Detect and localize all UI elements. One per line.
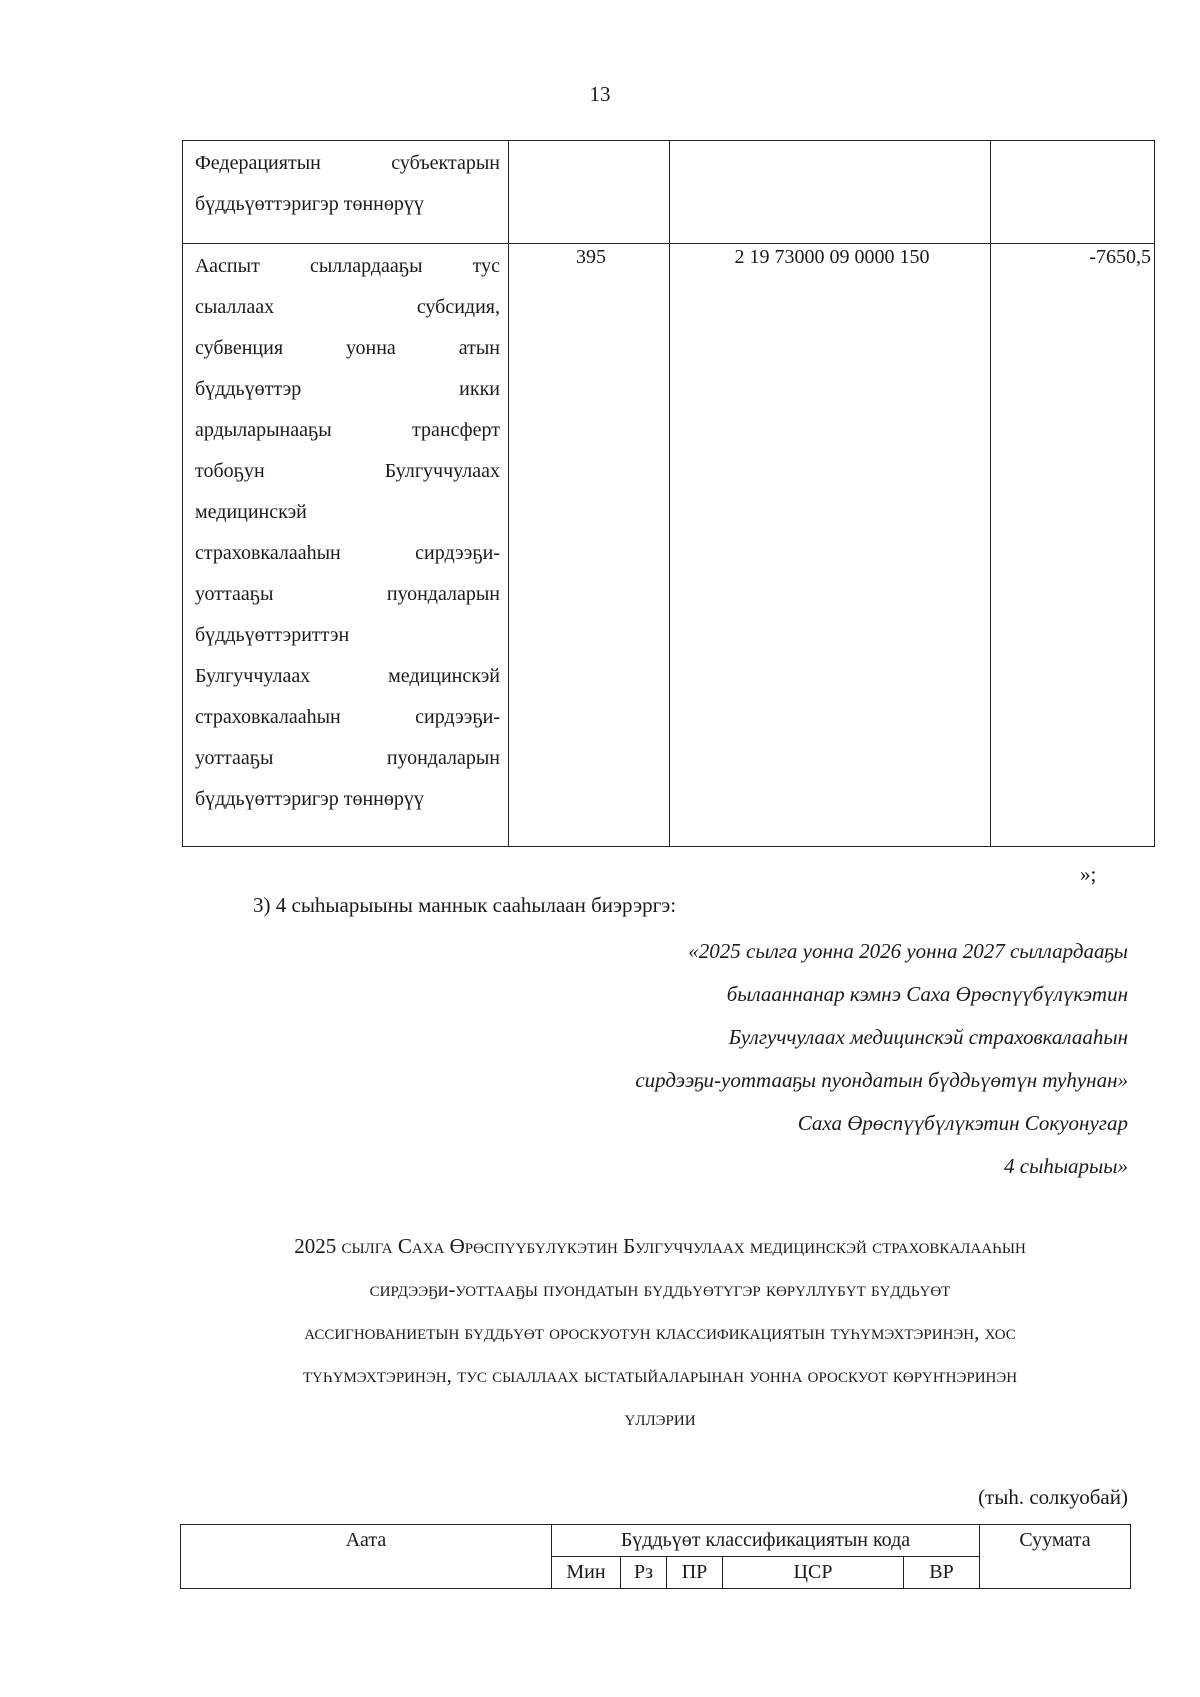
appendix-header-line: былааннанар кэмнэ Саха Өрөспүүбүлүкэтин — [726, 982, 1128, 1006]
subcolumn-header: Мин — [552, 1557, 621, 1589]
row-name-line: субвенция уонна атын — [195, 337, 500, 359]
row-name-line: Булгуччулаах медицинскэй — [195, 665, 500, 687]
appendix-header-line: Саха Өрөспүүбүлүкэтин Сокуонугар — [797, 1111, 1128, 1135]
heading-line: 2025 сылга Саха Өрөспүүбүлүкэтин Булгуччулаах медицинскэй страховкалааһын — [294, 1234, 1026, 1258]
budget-header-table — [180, 1524, 1131, 1589]
page-number: 13 — [589, 82, 611, 106]
row-name-cell — [183, 244, 509, 847]
table-row — [183, 244, 1155, 847]
column-header-classification: Бүддьүөт классификациятын кода — [552, 1525, 980, 1557]
appendix-header — [428, 930, 1128, 1188]
row-name-line: бүддьүөттэр икки — [195, 378, 500, 400]
document-heading — [180, 1225, 1140, 1440]
unit-label: (тыһ. солкуобай) — [978, 1485, 1128, 1509]
subcolumn-header: ПР — [667, 1557, 723, 1589]
appendix-header-line: 4 сыһыарыы» — [1004, 1154, 1128, 1178]
csr-cell — [670, 141, 991, 244]
heading-line: ассигнованиетын бүддьүөт ороскуотун классификациятын түһүмэхтэринэн, хос — [304, 1320, 1016, 1344]
code-cell — [509, 141, 670, 244]
subcolumn-header: ЦСР — [723, 1557, 904, 1589]
row-name-line: страховкалааһын сирдээҕи- — [195, 542, 500, 564]
appendix-header-line: «2025 сылга уонна 2026 уонна 2027 сыллардааҕы — [688, 939, 1128, 963]
row-name-line: страховкалааһын сирдээҕи- — [195, 706, 500, 728]
amount-cell: -7650,5 — [991, 244, 1155, 847]
row-name-line: сыаллаах субсидия, — [195, 296, 500, 318]
amendment-paragraph: 3) 4 сыһыарыыны маннык сааһылаан биэрэргэ: — [253, 893, 677, 917]
closing-quote: »; — [1080, 862, 1097, 886]
row-name-line: медицинскэй — [195, 501, 307, 523]
column-header-name: Аата — [181, 1525, 552, 1589]
row-name-line: бүддьүөттэригэр төннөрүү — [195, 193, 424, 215]
subcolumn-header: ВР — [904, 1557, 980, 1589]
row-name-line: бүддьүөттэриттэн — [195, 624, 350, 646]
table-row — [183, 141, 1155, 244]
row-name-cell — [183, 141, 509, 244]
subcolumn-header: Рз — [621, 1557, 667, 1589]
heading-line: түһүмэхтэринэн, тус сыаллаах ыстатыйаларынан уонна ороскуот көрүҥнэринэн — [302, 1363, 1018, 1387]
row-name-line: тобоҕун Булгуччулаах — [195, 460, 500, 482]
row-name-line: бүддьүөттэригэр төннөрүү — [195, 788, 424, 810]
amount-cell — [991, 141, 1155, 244]
row-name-line: уоттааҕы пуондаларын — [195, 747, 500, 769]
row-name-line: Федерациятын субъектарын — [195, 152, 500, 174]
row-name-line: уоттааҕы пуондаларын — [195, 583, 500, 605]
heading-line: үллэрии — [624, 1406, 696, 1430]
appendix-header-line: сирдээҕи-уоттааҕы пуондатын бүддьүөтүн туһунан» — [635, 1068, 1128, 1092]
heading-line: сирдээҕи-уоттааҕы пуондатын бүддьүөтүгэр көрүллүбүт бүддьүөт — [369, 1277, 951, 1301]
column-header-sum: Суумата — [980, 1525, 1131, 1589]
appendix-header-line: Булгуччулаах медицинскэй страховкалааһын — [728, 1025, 1128, 1049]
row-name-line: Ааспыт сыллардааҕы тус — [195, 255, 500, 277]
row-name-line: ардыларынааҕы трансферт — [195, 419, 500, 441]
table-header-row — [181, 1525, 1131, 1557]
code-cell: 395 — [509, 244, 670, 847]
csr-cell: 2 19 73000 09 0000 150 — [670, 244, 991, 847]
budget-table-continued — [182, 140, 1155, 847]
